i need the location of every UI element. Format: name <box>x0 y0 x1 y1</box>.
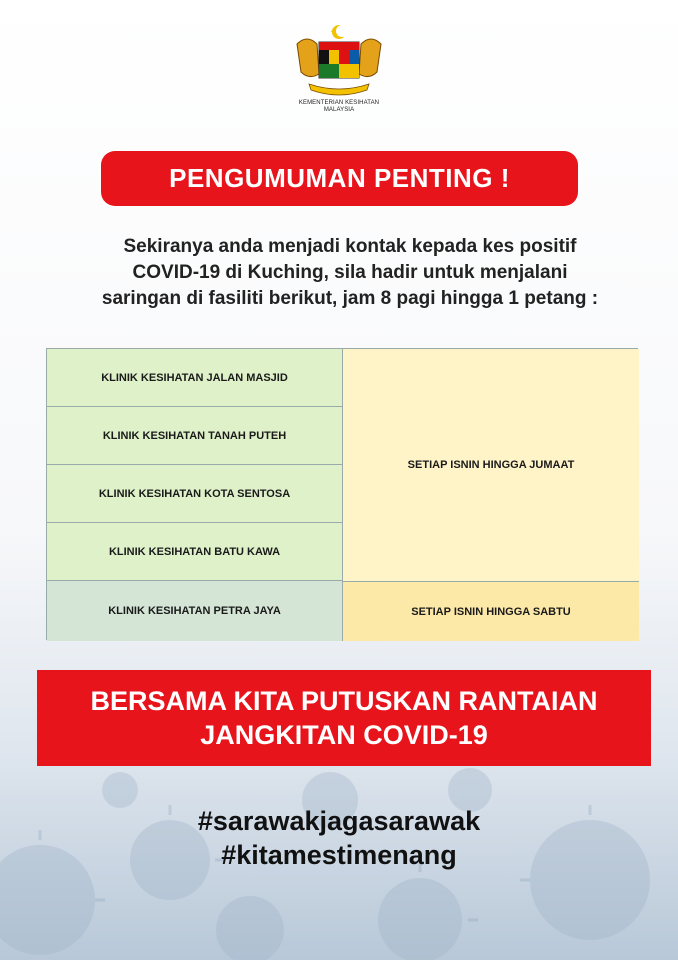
slogan-line: BERSAMA KITA PUTUSKAN RANTAIAN <box>90 686 598 716</box>
hashtag: #kitamestimenang <box>221 840 457 870</box>
campaign-slogan-banner <box>37 670 651 766</box>
intro-line: Sekiranya anda menjadi kontak kepada kes positif <box>123 236 577 257</box>
clinic-cell-batu-kawa: KLINIK KESIHATAN BATU KAWA <box>47 523 343 581</box>
slogan-line: JANGKITAN COVID-19 <box>200 720 488 750</box>
period-weekdays-cell: SETIAP ISNIN HINGGA JUMAAT <box>343 349 639 581</box>
clinic-cell-jalan-masjid: KLINIK KESIHATAN JALAN MASJID <box>47 349 343 407</box>
ministry-crest <box>279 22 399 120</box>
intro-line: COVID-19 di Kuching, sila hadir untuk menjalani <box>132 262 568 283</box>
period-saturday-cell: SETIAP ISNIN HINGGA SABTU <box>343 581 639 641</box>
screening-schedule-table <box>46 348 638 640</box>
hashtag: #sarawakjagasarawak <box>197 806 481 836</box>
malaysia-coat-of-arms-icon <box>291 22 387 100</box>
announcement-title: PENGUMUMAN PENTING ! <box>169 163 510 193</box>
clinic-cell-kota-sentosa: KLINIK KESIHATAN KOTA SENTOSA <box>47 465 343 523</box>
hashtags <box>0 804 678 872</box>
intro-paragraph <box>40 234 660 312</box>
announcement-banner <box>101 151 578 206</box>
intro-line: saringan di fasiliti berikut, jam 8 pagi hingga 1 petang : <box>101 288 599 309</box>
clinic-cell-petra-jaya: KLINIK KESIHATAN PETRA JAYA <box>47 581 343 641</box>
clinic-cell-tanah-puteh: KLINIK KESIHATAN TANAH PUTEH <box>47 407 343 465</box>
ministry-name: KEMENTERIAN KESIHATAN MALAYSIA <box>298 100 380 113</box>
